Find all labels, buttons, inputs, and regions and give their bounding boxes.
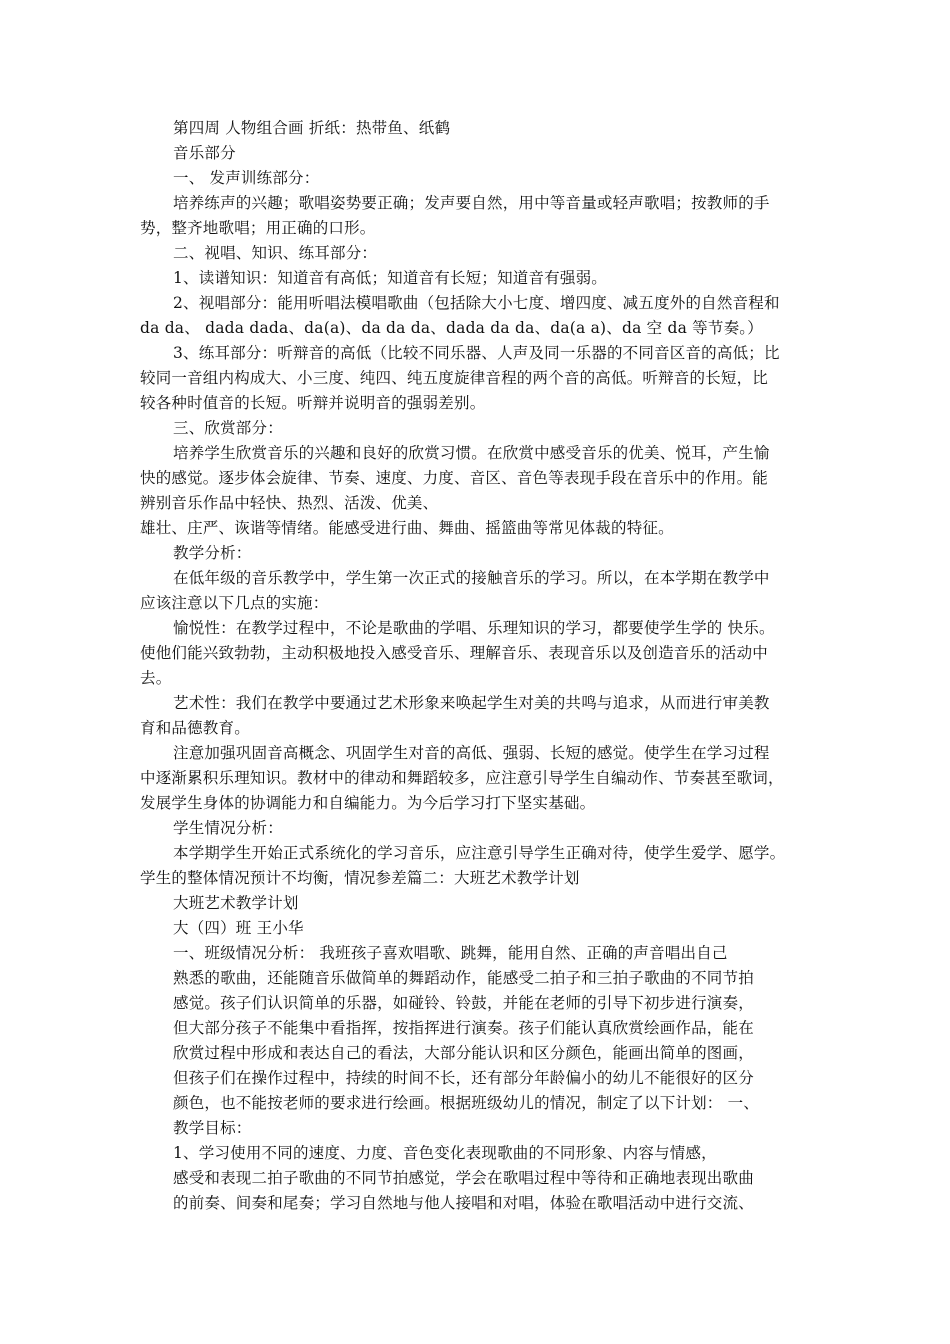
text-line: 使他们能兴致勃勃，主动积极地投入感受音乐、理解音乐、表现音乐以及创造音乐的活动中 bbox=[140, 644, 769, 662]
text-line: 应该注意以下几点的实施： bbox=[140, 594, 329, 612]
text-line: 一、 发声训练部分： bbox=[173, 169, 320, 187]
text-line: 大班艺术教学计划 bbox=[173, 894, 299, 912]
text-line: 育和品德教育。 bbox=[140, 719, 250, 737]
text-line: 一、班级情况分析： 我班孩子喜欢唱歌、跳舞，能用自然、正确的声音唱出自己 bbox=[173, 944, 728, 962]
text-line: 快的感觉。逐步体会旋律、节奏、速度、力度、音区、音色等表现手段在音乐中的作用。能 bbox=[140, 469, 769, 487]
text-line: 感受和表现二拍子歌曲的不同节拍感觉，学会在歌唱过程中等待和正确地表现出歌曲 bbox=[173, 1169, 754, 1187]
text-line: 较同一音组内构成大、小三度、纯四、纯五度旋律音程的两个音的高低。听辩音的长短，比 bbox=[140, 369, 769, 387]
text-line: 大（四）班 王小华 bbox=[173, 919, 304, 937]
text-line: 注意加强巩固音高概念、巩固学生对音的高低、强弱、长短的感觉。使学生在学习过程 bbox=[173, 744, 770, 762]
text-line: 雄壮、庄严、诙谐等情绪。能感受进行曲、舞曲、摇篮曲等常见体裁的特征。 bbox=[140, 519, 674, 537]
text-line: 愉悦性：在教学过程中，不论是歌曲的学唱、乐理知识的学习，都要使学生学的 快乐。 bbox=[173, 619, 775, 637]
text-line: 二、视唱、知识、练耳部分： bbox=[173, 244, 378, 262]
text-line: 发展学生身体的协调能力和自编能力。为今后学习打下坚实基础。 bbox=[140, 794, 596, 812]
text-line: 但孩子们在操作过程中，持续的时间不长，还有部分年龄偏小的幼儿不能很好的区分 bbox=[173, 1069, 754, 1087]
text-line: 感觉。孩子们认识简单的乐器，如碰铃、铃鼓，并能在老师的引导下初步进行演奏， bbox=[173, 994, 754, 1012]
text-line: 辨别音乐作品中轻快、热烈、活泼、优美、 bbox=[140, 494, 439, 512]
text-line: da da、 dada dada、da(a)、da da da、dada da da、da(a a)、da 空 da 等节奏。） bbox=[140, 319, 763, 337]
text-line: 去。 bbox=[140, 669, 172, 687]
text-line: 培养练声的兴趣；歌唱姿势要正确；发声要自然，用中等音量或轻声歌唱；按教师的手 bbox=[173, 194, 770, 212]
text-line: 较各种时值音的长短。听辩并说明音的强弱差别。 bbox=[140, 394, 486, 412]
text-line: 教学目标： bbox=[173, 1119, 252, 1137]
text-line: 颜色，也不能按老师的要求进行绘画。根据班级幼儿的情况，制定了以下计划： 一、 bbox=[173, 1094, 760, 1112]
text-line: 学生情况分析： bbox=[173, 819, 283, 837]
text-line: 1、学习使用不同的速度、力度、音色变化表现歌曲的不同形象、内容与情感， bbox=[173, 1144, 717, 1162]
text-line: 1、读谱知识：知道音有高低；知道音有长短；知道音有强弱。 bbox=[173, 269, 607, 287]
text-line: 第四周 人物组合画 折纸：热带鱼、纸鹤 bbox=[173, 119, 451, 137]
text-line: 在低年级的音乐教学中，学生第一次正式的接触音乐的学习。所以，在本学期在教学中 bbox=[173, 569, 770, 587]
text-line: 3、练耳部分：听辩音的高低（比较不同乐器、人声及同一乐器的不同音区音的高低；比 bbox=[173, 344, 780, 362]
text-line: 熟悉的歌曲，还能随音乐做简单的舞蹈动作，能感受二拍子和三拍子歌曲的不同节拍 bbox=[173, 969, 754, 987]
text-line: 中逐渐累积乐理知识。教材中的律动和舞蹈较多，应注意引导学生自编动作、节奏甚至歌词， bbox=[140, 769, 784, 787]
text-line: 的前奏、间奏和尾奏；学习自然地与他人接唱和对唱，体验在歌唱活动中进行交流、 bbox=[173, 1194, 754, 1212]
text-line: 2、视唱部分：能用听唱法模唱歌曲（包括除大小七度、增四度、减五度外的自然音程和 bbox=[173, 294, 780, 312]
text-line: 学生的整体情况预计不均衡，情况参差篇二：大班艺术教学计划 bbox=[140, 869, 580, 887]
text-line: 欣赏过程中形成和表达自己的看法，大部分能认识和区分颜色，能画出简单的图画， bbox=[173, 1044, 754, 1062]
text-line: 艺术性：我们在教学中要通过艺术形象来唤起学生对美的共鸣与追求，从而进行审美教 bbox=[173, 694, 770, 712]
text-line: 本学期学生开始正式系统化的学习音乐，应注意引导学生正确对待，使学生爱学、愿学。 bbox=[173, 844, 786, 862]
text-line: 教学分析： bbox=[173, 544, 252, 562]
text-line: 三、欣赏部分： bbox=[173, 419, 283, 437]
text-line: 势，整齐地歌唱；用正确的口形。 bbox=[140, 219, 376, 237]
text-line: 培养学生欣赏音乐的兴趣和良好的欣赏习惯。在欣赏中感受音乐的优美、悦耳，产生愉 bbox=[173, 444, 770, 462]
text-line: 但大部分孩子不能集中看指挥，按指挥进行演奏。孩子们能认真欣赏绘画作品，能在 bbox=[173, 1019, 754, 1037]
text-line: 音乐部分 bbox=[173, 144, 236, 162]
